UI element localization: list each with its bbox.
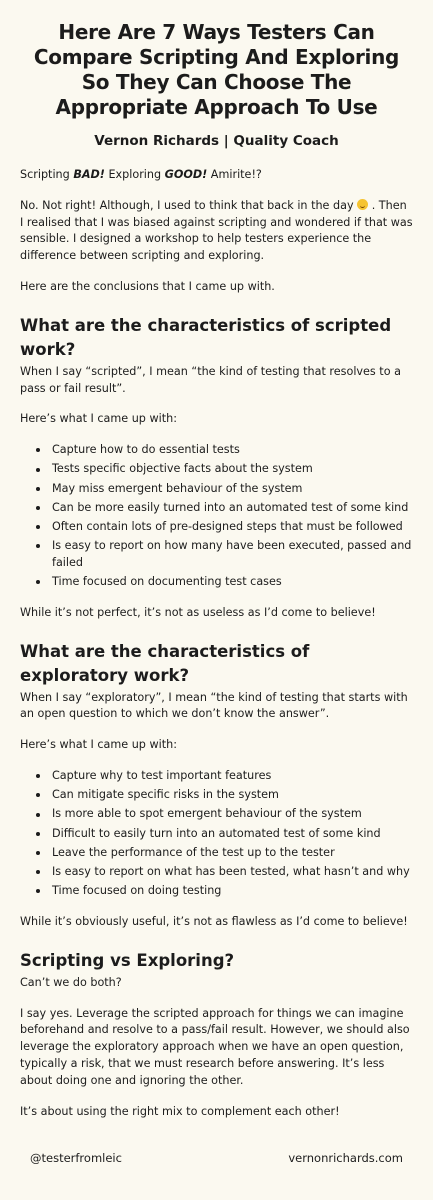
footer-handle[interactable]: @testerfromleic [30,1151,122,1165]
vs-answer: I say yes. Leverage the scripted approach for things we can imagine beforehand and resolve to a pass/fail result. However, we should also leverage the exploratory approach when we have an open question, typically a risk, that we must research before answering. It’s less about doing one and ignoring the other. [20,1006,410,1087]
intro-good: GOOD! [164,168,208,181]
scripted-list [20,442,413,591]
list-item: Capture how to do essential tests [52,442,413,459]
list-item: Time focused on documenting test cases [52,574,413,591]
vs-question: Can’t we do both? [20,975,122,989]
author-byline: Vernon Richards | Quality Coach [94,133,339,149]
list-item: May miss emergent behaviour of the system [52,481,413,498]
scripted-definition: When I say “scripted”, I mean “the kind of testing that resolves to a pass or fail result”. [20,364,401,395]
para1-before: No. Not right! Although, I used to think that back in the day [20,198,358,212]
list-item: Is more able to spot emergent behaviour of the system [52,806,413,823]
list-item: Can mitigate specific risks in the system [52,787,413,804]
exploratory-list [20,768,413,900]
heading-exploratory: What are the characteristics of exploratory work? [20,641,310,685]
list-item: Often contain lots of pre-designed steps that must be followed [52,519,413,536]
intro-bad: BAD! [73,168,105,181]
intro-prefix: Scripting [20,168,74,181]
paragraph-bias [20,198,413,265]
page-footer [30,1151,403,1165]
heading-scripted: What are the characteristics of scripted work? [20,315,392,359]
footer-website[interactable]: vernonrichards.com [288,1151,403,1165]
page-title: Here Are 7 Ways Testers Can Compare Scripting And Exploring So They Can Choose The Appropriate Approach To Use [33,20,400,119]
list-item: Leave the performance of the test up to the tester [52,845,413,862]
exploratory-definition: When I say “exploratory”, I mean “the kind of testing that starts with an open question to which we don’t know the answer”. [20,690,408,721]
vs-closing: It’s about using the right mix to complement each other! [20,1104,340,1118]
intro-middle: Exploring [104,168,165,181]
list-item: Is easy to report on how many have been executed, passed and failed [52,538,413,572]
intro-line [20,167,413,184]
list-item: Capture why to test important features [52,768,413,785]
scripted-conclusion: While it’s not perfect, it’s not as useless as I’d come to believe! [20,605,376,619]
list-item: Can be more easily turned into an automated test of some kind [52,500,413,517]
intro-suffix: Amirite!? [207,168,262,181]
exploratory-lead: Here’s what I came up with: [20,738,177,752]
exploratory-conclusion: While it’s obviously useful, it’s not as flawless as I’d come to believe! [20,915,408,928]
list-item: Is easy to report on what has been tested, what hasn’t and why [52,864,413,881]
para1-after: . Then I realised that I was biased against scripting and wondered if that was sensible. I designed a workshop to help testers experience the difference between scripting and exploring. [20,198,413,263]
list-item: Difficult to easily turn into an automated test of some kind [52,826,413,843]
scripted-lead: Here’s what I came up with: [20,412,177,426]
heading-scripting-vs-exploring: Scripting vs Exploring? [20,950,235,970]
list-item: Tests specific objective facts about the system [52,461,413,478]
grinning-sweat-emoji-icon [357,199,368,210]
paragraph-conclusions-intro: Here are the conclusions that I came up with. [20,279,275,293]
list-item: Time focused on doing testing [52,883,413,900]
